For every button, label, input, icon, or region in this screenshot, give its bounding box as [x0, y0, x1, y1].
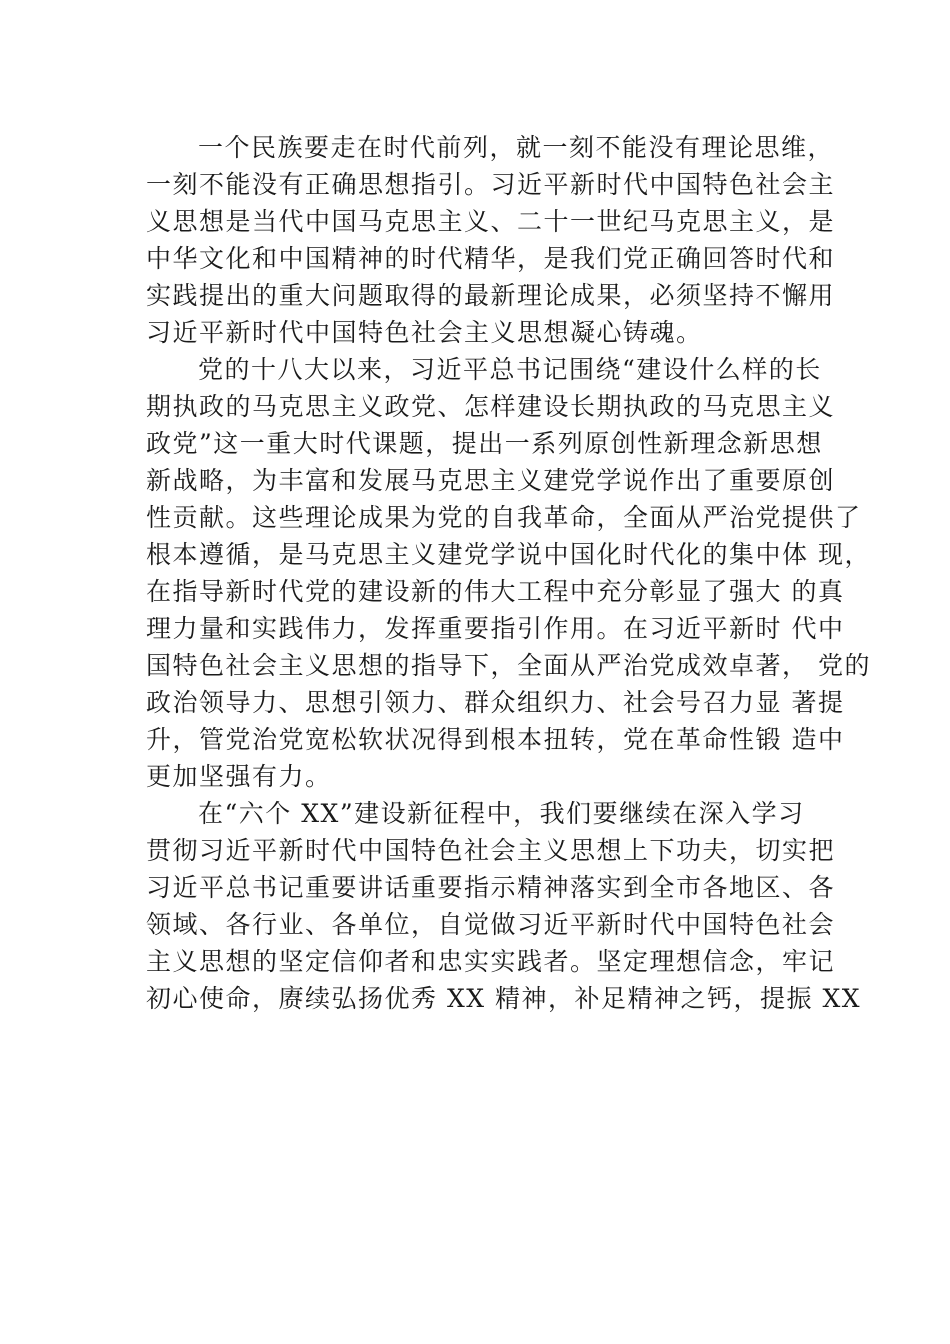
- paragraph-line: 期执政的马克思主义政党、怎样建设长期执政的马克思主义: [146, 392, 836, 421]
- paragraph-line: 习近平总书记重要讲话重要指示精神落实到全市各地区、各: [146, 873, 836, 902]
- paragraph-line: 国特色社会主义思想的指导下，全面从严治党成效卓著， 党的: [146, 651, 871, 680]
- paragraph-line: 中华文化和中国精神的时代精华，是我们党正确回答时代和: [146, 244, 836, 273]
- paragraph-line: 习近平新时代中国特色社会主义思想凝心铸魂。: [146, 318, 703, 347]
- paragraph-2: [146, 351, 871, 795]
- paragraph-line: 初心使命，赓续弘扬优秀 XX 精神，补足精神之钙，提振 XX: [146, 984, 862, 1013]
- paragraph-line: 一个民族要走在时代前列，就一刻不能没有理论思维，: [198, 133, 835, 162]
- paragraph-line: 主义思想的坚定信仰者和忠实实践者。坚定理想信念，牢记: [146, 947, 836, 976]
- paragraph-3: [146, 795, 862, 1017]
- document-body: [146, 129, 871, 1017]
- paragraph-line: 升，管党治党宽松软状况得到根本扭转，党在革命性锻 造中: [146, 725, 845, 754]
- paragraph-1: [146, 129, 846, 351]
- paragraph-line: 贯彻习近平新时代中国特色社会主义思想上下功夫，切实把: [146, 836, 836, 865]
- paragraph-line: 实践提出的重大问题取得的最新理论成果，必须坚持不懈用: [146, 281, 836, 310]
- paragraph-line: 新战略，为丰富和发展马克思主义建党学说作出了重要原创: [146, 466, 836, 495]
- paragraph-line: 领域、各行业、各单位，自觉做习近平新时代中国特色社会: [146, 910, 836, 939]
- paragraph-line: 一刻不能没有正确思想指引。习近平新时代中国特色社会主: [146, 170, 836, 199]
- paragraph-line: 政党”这一重大时代课题，提出一系列原创性新理念新思想: [146, 429, 823, 458]
- paragraph-line: 理力量和实践伟力，发挥重要指引作用。在习近平新时 代中: [146, 614, 845, 643]
- paragraph-line: 更加坚强有力。: [146, 762, 332, 791]
- paragraph-line: 性贡献。这些理论成果为党的自我革命，全面从严治党提供了: [146, 503, 862, 532]
- paragraph-line: 在“六个 XX”建设新征程中，我们要继续在深入学习: [198, 799, 805, 828]
- paragraph-line: 党的十八大以来，习近平总书记围绕“建设什么样的长: [198, 355, 822, 384]
- paragraph-line: 义思想是当代中国马克思主义、二十一世纪马克思主义，是: [146, 207, 836, 236]
- paragraph-line: 在指导新时代党的建设新的伟大工程中充分彰显了强大 的真: [146, 577, 845, 606]
- paragraph-line: 政治领导力、思想引领力、群众组织力、社会号召力显 著提: [146, 688, 845, 717]
- paragraph-line: 根本遵循，是马克思主义建党学说中国化时代化的集中体 现，: [146, 540, 871, 569]
